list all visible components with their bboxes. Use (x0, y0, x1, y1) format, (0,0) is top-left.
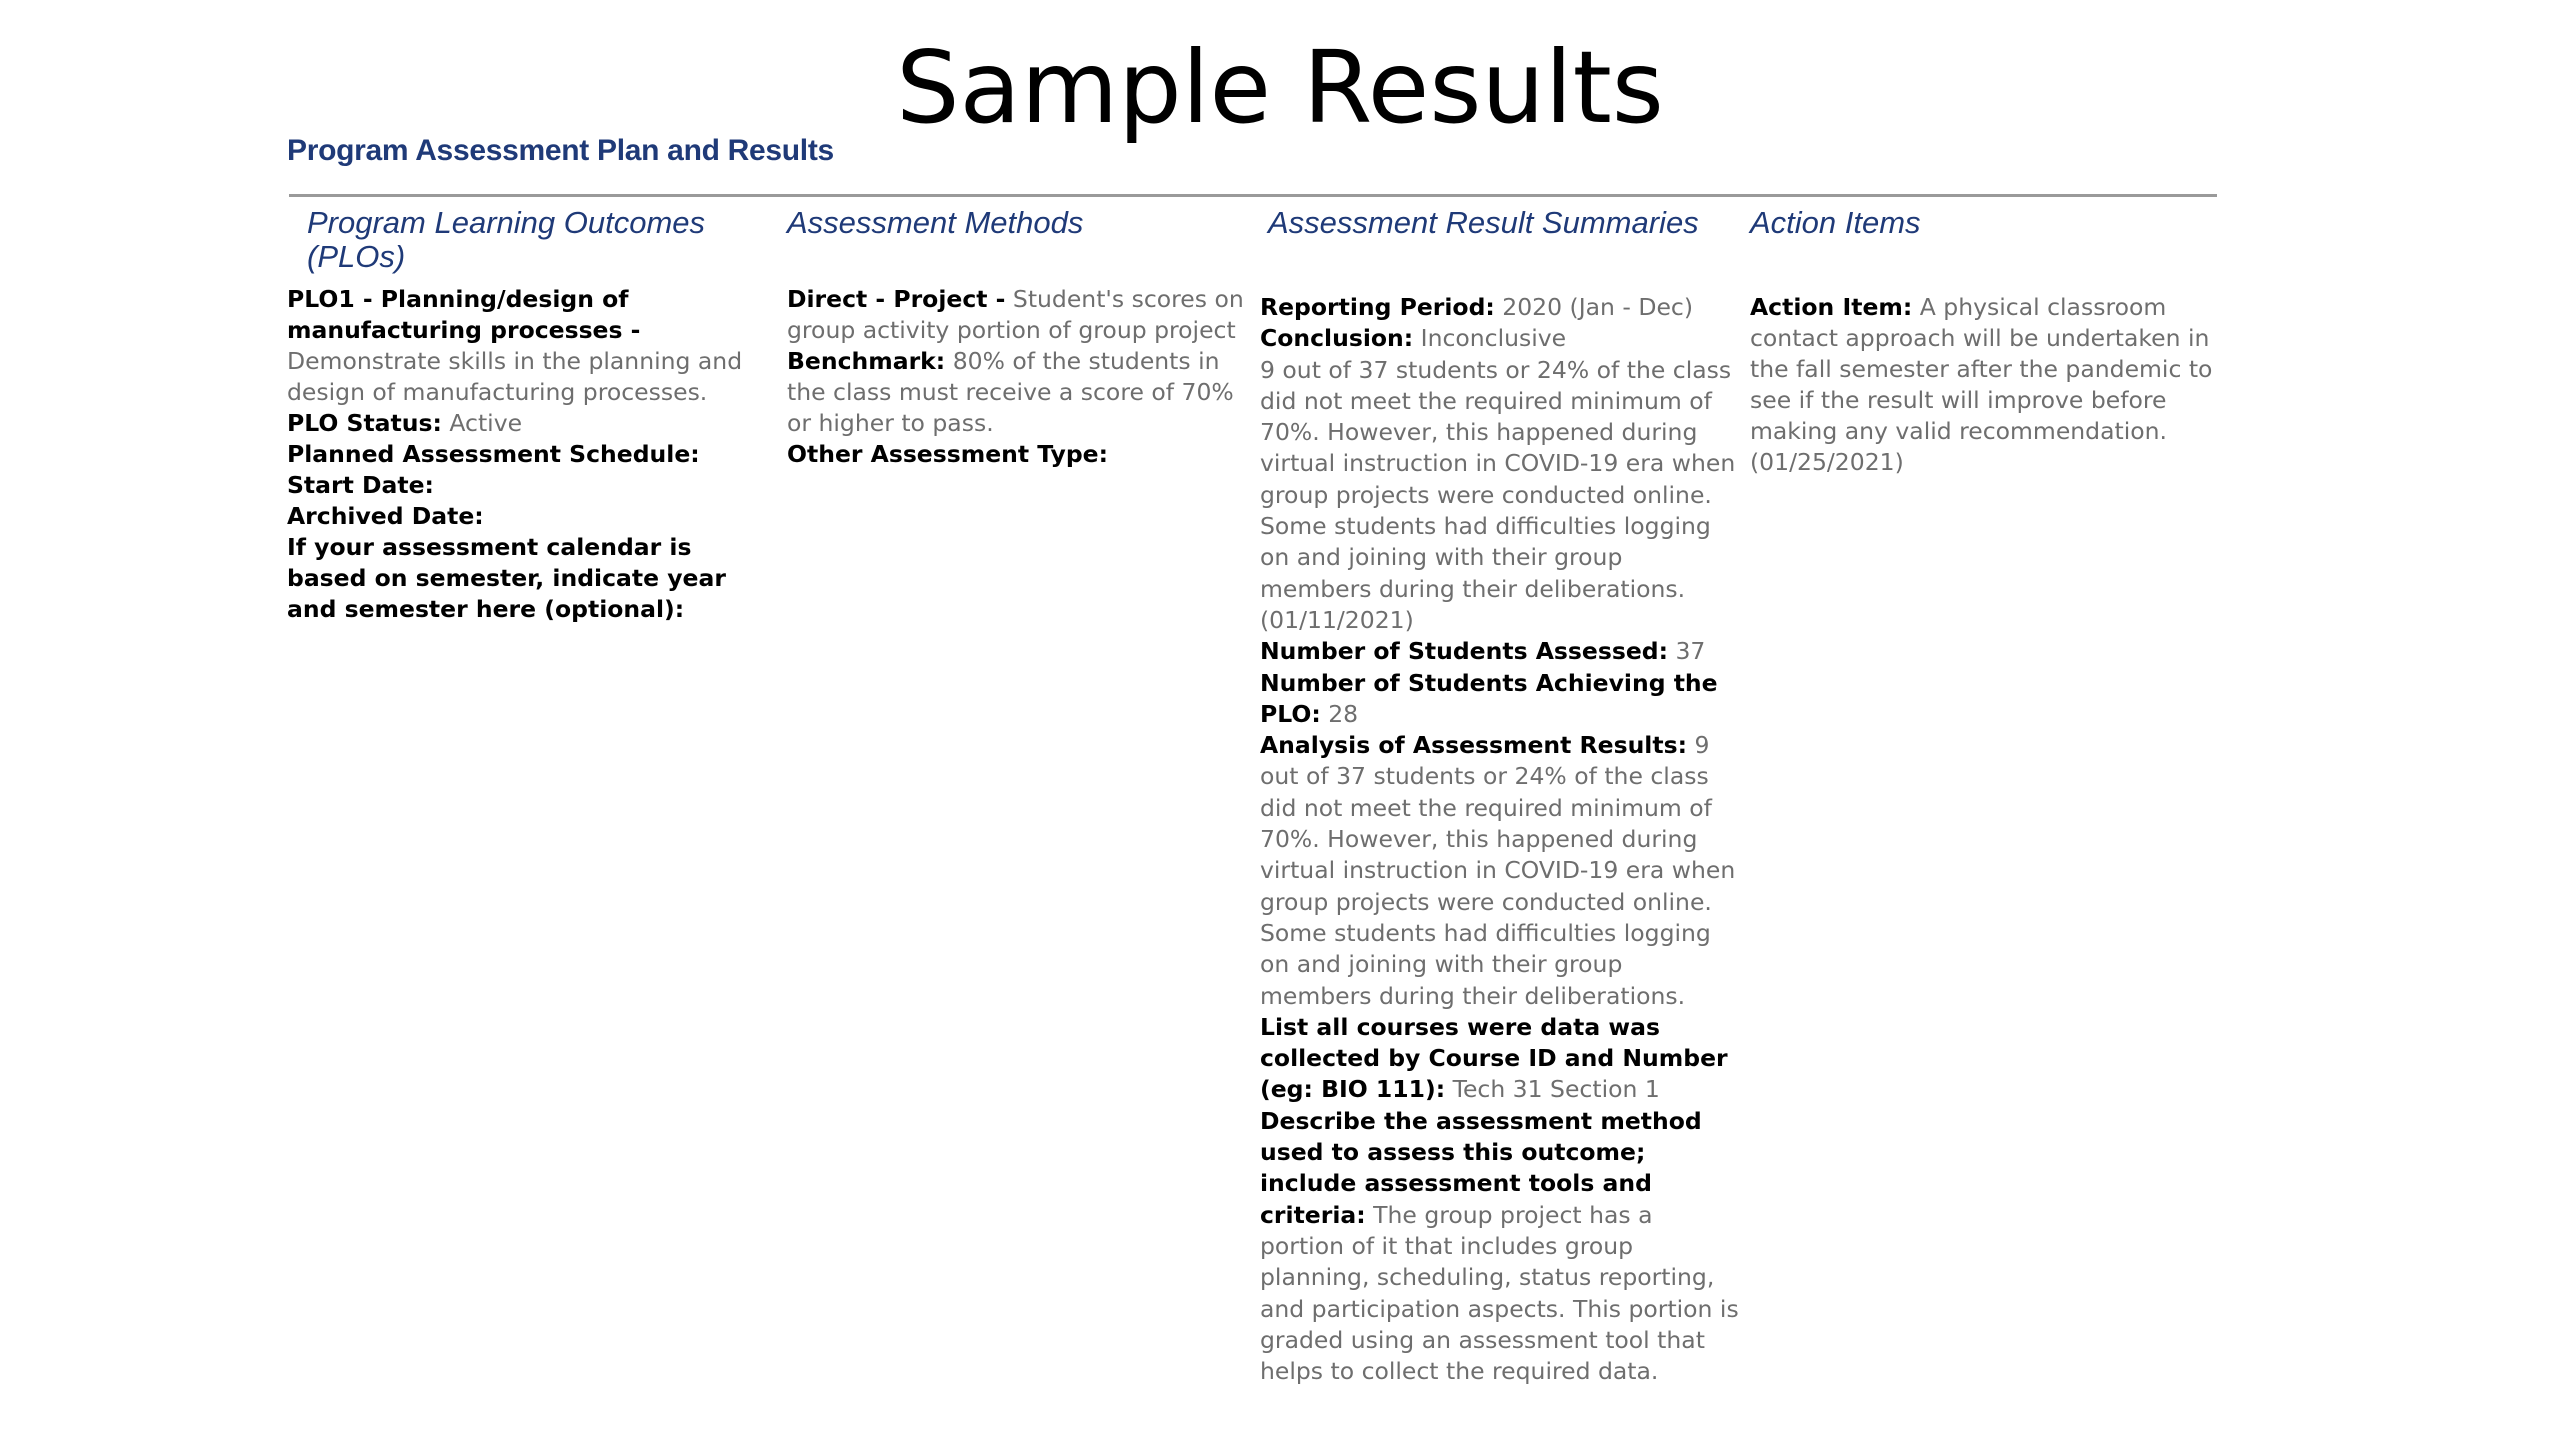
planned-schedule-label (287, 439, 757, 470)
reporting-period-value: 2020 (Jan - Dec) (1502, 293, 1694, 321)
conclusion-row (1260, 323, 1740, 354)
other-assessment-entry (787, 439, 1247, 470)
direct-method-label: Direct - Project - (787, 285, 1006, 313)
results-column (1260, 292, 1740, 1387)
direct-method-value: Student's scores on group activity portion of group project (787, 285, 1244, 344)
column-header-action-items: Action Items (1750, 205, 1921, 240)
analysis-label: Analysis of Assessment Results: (1260, 731, 1687, 760)
start-date-text: Start Date: (287, 471, 434, 499)
plo-status-row (287, 408, 757, 439)
courses-row (1260, 1012, 1740, 1106)
courses-value: Tech 31 Section 1 (1452, 1075, 1660, 1104)
action-item-label: Action Item: (1750, 293, 1913, 321)
column-header-result-summaries: Assessment Result Summaries (1268, 205, 1699, 240)
students-assessed-value: 37 (1675, 637, 1706, 666)
plo-status-label: PLO Status: (287, 409, 442, 437)
courses-label: List all courses were data was collected by Course ID and Number (eg: BIO 111): (1260, 1012, 1728, 1104)
plo-title: PLO1 - Planning/design of manufacturing processes - (287, 285, 641, 344)
plo-description: Demonstrate skills in the planning and design of manufacturing processes. (287, 347, 743, 406)
heading-divider (289, 194, 2217, 197)
students-assessed-row (1260, 636, 1740, 667)
column-header-assessment-methods: Assessment Methods (787, 205, 1084, 240)
conclusion-label: Conclusion: (1260, 324, 1414, 353)
actions-column (1750, 292, 2215, 478)
analysis-row (1260, 730, 1740, 1012)
plo-entry (287, 284, 757, 408)
method-description-label: Describe the assessment method used to assess this outcome; include assessment tools and criteria: (1260, 1106, 1702, 1229)
slide-title: Sample Results (896, 29, 1664, 146)
calendar-note-label (287, 532, 757, 625)
plo-status-value: Active (449, 409, 523, 437)
action-item-row (1750, 292, 2215, 447)
action-item-date: (01/25/2021) (1750, 448, 1904, 476)
conclusion-date: (01/11/2021) (1260, 605, 1414, 634)
calendar-note-text: If your assessment calendar is based on semester, indicate year and semester here (optional): (287, 533, 726, 623)
students-achieving-row (1260, 668, 1740, 731)
students-achieving-value: 28 (1328, 699, 1359, 728)
benchmark-value: 80% of the students in the class must receive a score of 70% or higher to pass. (787, 347, 1234, 437)
action-item-value: A physical classroom contact approach will be undertaken in the fall semester after the pandemic to see if the result will improve before making any valid recommendation. (1750, 293, 2213, 445)
analysis-value: 9 out of 37 students or 24% of the class did not meet the required minimum of 70%. However, this happened during virtual instruction in COVID-19 era when group projects were conducted online. Some students had difficulties logging on and joining with their group members during their deliberations. (1260, 731, 1736, 1010)
reporting-period-label: Reporting Period: (1260, 293, 1495, 321)
students-achieving-label: Number of Students Achieving the PLO: (1260, 668, 1718, 728)
archived-date-label (287, 501, 757, 532)
start-date-label (287, 470, 757, 501)
column-header-plos: Program Learning Outcomes (PLOs) (307, 205, 706, 274)
archived-date-text: Archived Date: (287, 502, 484, 530)
method-description-row (1260, 1106, 1740, 1388)
direct-method-entry (787, 284, 1247, 439)
methods-column (787, 284, 1247, 470)
plo-column (287, 284, 757, 625)
planned-schedule-text: Planned Assessment Schedule: (287, 440, 700, 468)
conclusion-value: Inconclusive (1420, 324, 1567, 353)
conclusion-text: 9 out of 37 students or 24% of the class did not meet the required minimum of 70%. However, this happened during virtual instruction in COVID-19 era when group projects were conducted online. Some students had difficulties logging on and joining with their group members during their deliberations. (1260, 355, 1736, 603)
other-assessment-label: Other Assessment Type: (787, 440, 1109, 468)
document-heading: Program Assessment Plan and Results (287, 134, 834, 167)
benchmark-label: Benchmark: (787, 347, 946, 375)
reporting-period-row (1260, 292, 1740, 323)
method-description-value: The group project has a portion of it that includes group planning, scheduling, status reporting, and participation aspects. This portion is graded using an assessment tool that helps to collect the required data. (1260, 1200, 1739, 1386)
students-assessed-label: Number of Students Assessed: (1260, 637, 1668, 666)
